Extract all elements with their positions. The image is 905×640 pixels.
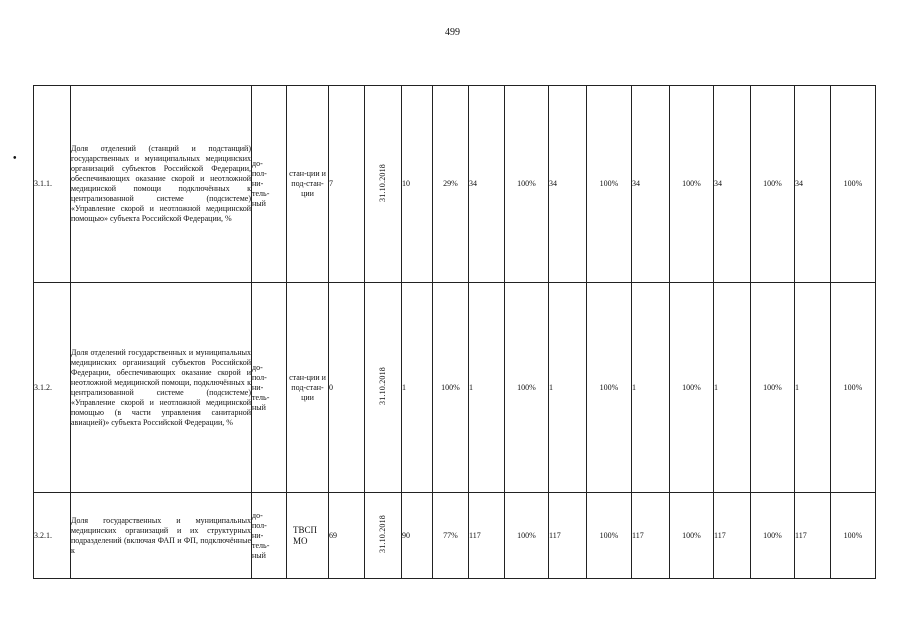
target-value: 34 (549, 86, 587, 283)
base-value: 7 (329, 86, 365, 283)
indicator-type (252, 86, 287, 283)
target-value: 117 (469, 493, 505, 579)
type-line: ни- (252, 382, 264, 392)
indicator-name: Доля отделений (станций и подстанций) государственных и муниципальных медицинских организаций субъектов Российской Федерации, обеспечивающих оказание скорой и неотложной медицинской помощи подключённых к централизованной системе (подсистеме) «Управление скорой и неотложной медицинской помощью» субъекта Российской Федерации, % (71, 86, 252, 283)
target-value: 117 (632, 493, 670, 579)
type-line: тель- (252, 540, 270, 550)
date-text: 31.10.2018 (378, 367, 387, 405)
type-line: тель- (252, 392, 270, 402)
target-percent: 100% (505, 283, 549, 493)
target-percent: 100% (751, 493, 795, 579)
type-line: до- (252, 510, 263, 520)
base-value: 0 (329, 283, 365, 493)
type-line: ни- (252, 179, 264, 188)
target-percent: 100% (831, 86, 876, 283)
indicator-name: Доля государственных и муниципальных медицинских организаций и их структурных подразделений (включая ФАП и ФП, подключённые к (71, 493, 252, 579)
target-percent: 100% (670, 283, 714, 493)
target-value: 34 (795, 86, 831, 283)
target-percent: 100% (433, 283, 469, 493)
page-number: 499 (445, 27, 460, 38)
target-percent: 100% (505, 493, 549, 579)
type-line: ни- (252, 530, 264, 540)
target-percent: 100% (831, 493, 876, 579)
type-line: ный (252, 402, 266, 412)
target-percent: 100% (505, 86, 549, 283)
unit-of-measure: стан-ции и под-стан-ции (287, 283, 329, 493)
type-line: до- (252, 362, 263, 372)
date-text: 31.10.2018 (378, 163, 387, 202)
row-code: 3.2.1. (34, 493, 71, 579)
indicator-type (252, 283, 287, 493)
base-date (365, 283, 402, 493)
target-percent: 100% (751, 283, 795, 493)
target-value: 117 (549, 493, 587, 579)
base-value: 69 (329, 493, 365, 579)
target-percent: 100% (587, 283, 632, 493)
type-line: пол- (252, 169, 267, 178)
stray-mark: • (13, 153, 17, 164)
target-value: 34 (469, 86, 505, 283)
target-percent: 77% (433, 493, 469, 579)
target-value: 34 (632, 86, 670, 283)
unit-of-measure: ТВСП МО (287, 493, 329, 579)
base-date (365, 86, 402, 283)
date-text: 31.10.2018 (378, 515, 387, 553)
target-value: 1 (469, 283, 505, 493)
target-percent: 100% (587, 86, 632, 283)
indicator-name: Доля отделений государственных и муниципальных медицинских организаций субъектов Российской Федерации, обеспечивающих оказание скорой и неотложной медицинской помощи, подключённых к централизованной системе (подсистеме) «Управление скорой и неотложной медицинской помощью (в части управления санитарной авиацией)» субъекта Российской Федерации, % (71, 283, 252, 493)
target-value: 1 (632, 283, 670, 493)
row-code: 3.1.1. (34, 86, 71, 283)
target-value: 117 (714, 493, 751, 579)
indicator-table (33, 85, 876, 579)
target-value: 1 (795, 283, 831, 493)
type-line: до- (252, 159, 263, 168)
table-row (34, 86, 876, 283)
target-percent: 29% (433, 86, 469, 283)
row-code: 3.1.2. (34, 283, 71, 493)
type-line: ный (252, 199, 266, 208)
type-line: пол- (252, 372, 267, 382)
target-value: 117 (795, 493, 831, 579)
type-line: тель- (252, 189, 270, 198)
table-row (34, 493, 876, 579)
target-value: 1 (402, 283, 433, 493)
table-row (34, 283, 876, 493)
type-line: пол- (252, 520, 267, 530)
target-percent: 100% (587, 493, 632, 579)
target-percent: 100% (751, 86, 795, 283)
target-percent: 100% (670, 86, 714, 283)
indicator-type (252, 493, 287, 579)
target-value: 34 (714, 86, 751, 283)
target-value: 1 (549, 283, 587, 493)
target-value: 90 (402, 493, 433, 579)
target-value: 1 (714, 283, 751, 493)
unit-of-measure: стан-ции и под-стан-ции (287, 86, 329, 283)
target-percent: 100% (670, 493, 714, 579)
base-date (365, 493, 402, 579)
target-percent: 100% (831, 283, 876, 493)
type-line: ный (252, 550, 266, 560)
target-value: 10 (402, 86, 433, 283)
